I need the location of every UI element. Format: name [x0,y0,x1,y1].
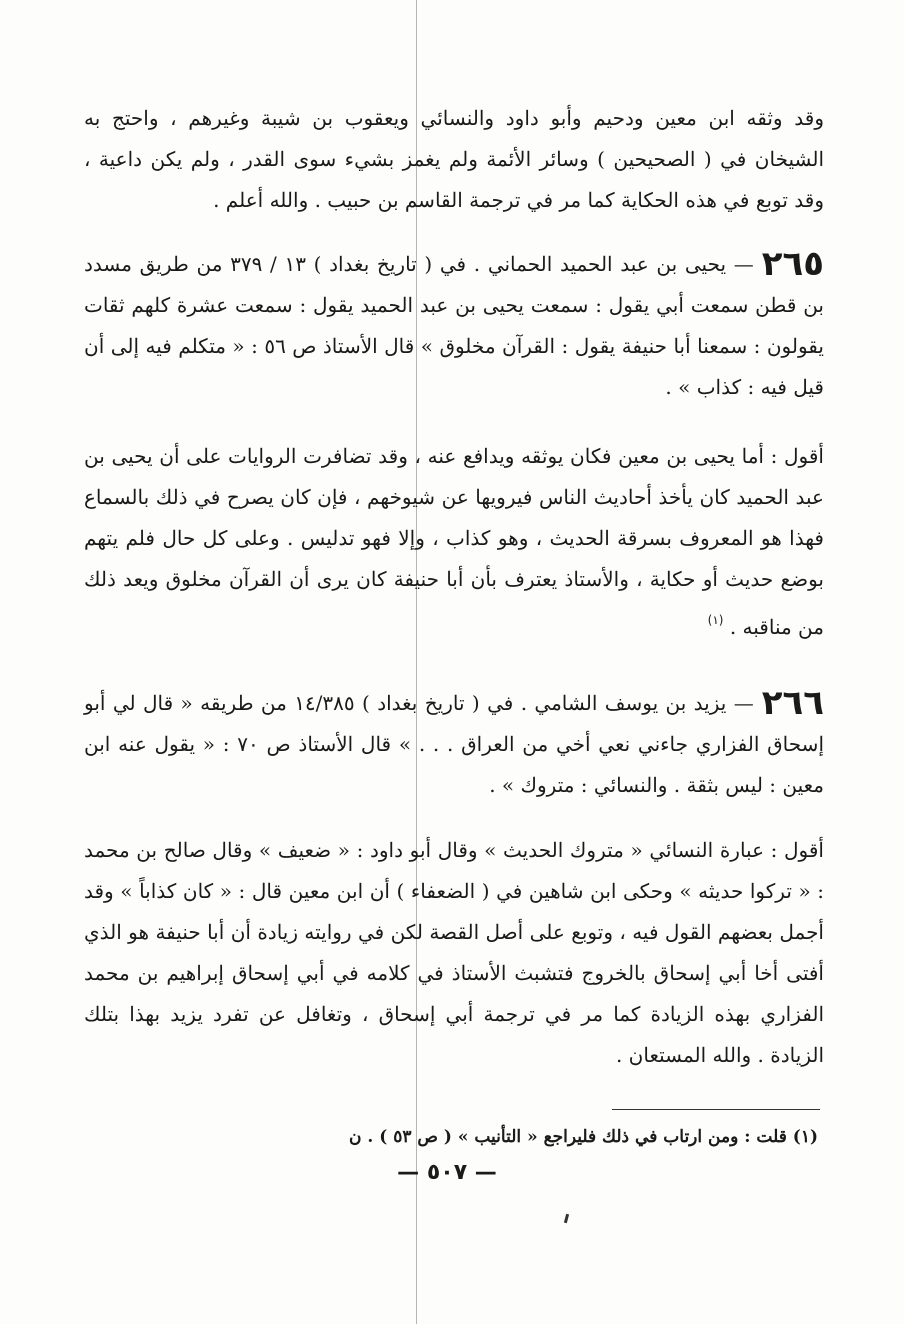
footnote-divider [612,1109,820,1110]
scan-speck [564,1214,569,1223]
commentary-text: أقول : أما يحيى بن معين فكان يوثقه ويدافع عنه ، وقد تضافرت الروايات على أن يحيى بن عبد الحميد كان يأخذ أحاديث الناس فيرويها عن شيوخهم ، فإن كان يصرح في ذلك بالسماع فهذا هو المعروف بسرقة الحديث ، وهو كذاب ، وإلا فهو تدليس . وعلى كل حال فلم يتهم بوضع حديث أو حكاية ، والأستاذ يعترف بأن أبا حنيفة كان يرى أن القرآن مخلوق ويعد ذلك من مناقبه . [84,444,824,639]
page-number: — ٥٠٧ — [397,1160,497,1185]
entry-266 [84,683,824,806]
entry-266-text [84,683,824,806]
paragraph-text: وقد وثقه ابن معين ودحيم وأبو داود والنسائي ويعقوب بن شيبة وغيرهم ، واحتج به الشيخان في ( الصحيحين ) وسائر الأئمة ولم يغمز بشيء سوى القدر ، ولم يكن داعية ، وقد توبع في هذه الحكاية كما مر في ترجمة القاسم بن حبيب . والله أعلم . [84,106,824,212]
entry-265 [84,244,824,408]
paragraph-intro [84,98,824,221]
entry-265-text [84,244,824,408]
footnote: (١) قلت : ومن ارتاب في ذلك فليراجع « التأنيب » ( ص ٥٣ ) . ن [349,1127,818,1147]
paragraph-commentary-265 [84,436,824,648]
paragraph-commentary-266 [84,830,824,1076]
footnote-marker: (١) [707,613,724,627]
entry-body: — يحيى بن عبد الحميد الحماني . في ( تاريخ بغداد ) ١٣ / ٣٧٩ من طريق مسدد بن قطن سمعت أبي يقول : سمعت يحيى بن عبد الحميد يقول : سمعت عشرة كلهم ثقات يقولون : سمعنا أبا حنيفة يقول : القرآن مخلوق » قال الأستاذ ص ٥٦ : « متكلم فيه إلى أن قيل فيه : كذاب » . [84,252,824,399]
paragraph-text [84,436,824,648]
entry-number: ٢٦٦ [761,683,824,723]
paragraph-text: أقول : عبارة النسائي « متروك الحديث » وقال أبو داود : « ضعيف » وقال صالح بن محمد : « تركوا حديثه » وحكى ابن شاهين في ( الضعفاء ) أن ابن معين قال : « كان كذاباً » وقد أجمل بعضهم القول فيه ، وتوبع على أصل القصة لكن في روايته زيادة أن أبا حنيفة هو الذي أفتى أخا أبي إسحاق بالخروج فتشبث الأستاذ في كلامه في أبي إسحاق إبراهيم بن محمد الفزاري بهذه الزيادة كما مر في ترجمة أبي إسحاق ، وتغافل عن تفرد يزيد بهذا بتلك الزيادة . والله المستعان . [84,838,824,1067]
entry-body: — يزيد بن يوسف الشامي . في ( تاريخ بغداد ) ١٤/٣٨٥ من طريقه « قال لي أبو إسحاق الفزاري جاءني نعي أخي من العراق . . . » قال الأستاذ ص ٧٠ : « يقول عنه ابن معين : ليس بثقة . والنسائي : متروك » . [84,691,825,797]
entry-number: ٢٦٥ [761,244,824,284]
